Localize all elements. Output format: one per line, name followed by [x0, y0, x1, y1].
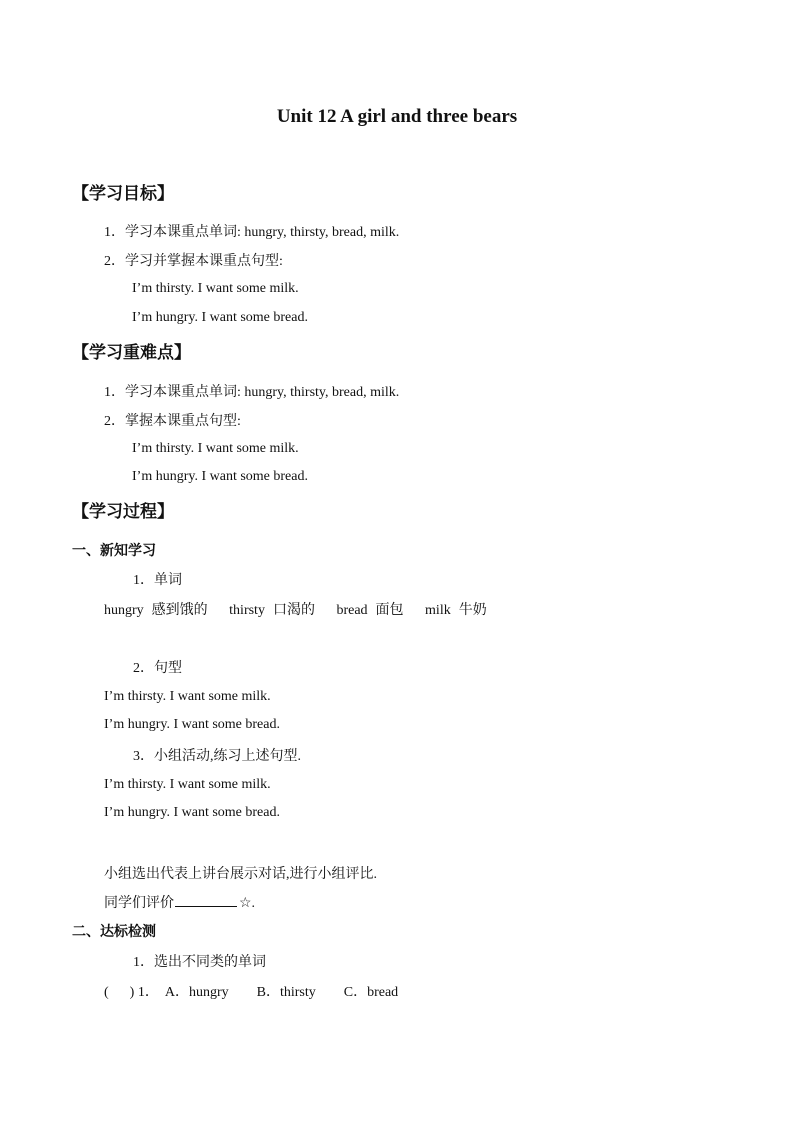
- objectives-heading: 【学习目标】: [72, 184, 174, 203]
- activity-label: 3．小组活动,练习上述句型.: [133, 749, 301, 764]
- word-item: [336, 599, 403, 619]
- objectives-sentence-2: I’m hungry. I want some bread.: [132, 310, 308, 325]
- evaluation-prefix: 同学们评价: [104, 896, 174, 911]
- keypoints-item-1: 1．学习本课重点单词: hungry, thirsty, bread, milk.: [104, 385, 400, 400]
- question-1-number[interactable]: ( ) 1．: [104, 985, 159, 1000]
- practice-sentence-2: I’m hungry. I want some bread.: [104, 805, 280, 820]
- option-b: B．thirsty: [256, 985, 316, 1000]
- word-list: [104, 599, 505, 619]
- word-zh: 面包: [375, 603, 404, 618]
- process-heading: 【学习过程】: [72, 502, 174, 521]
- word-en: milk: [425, 603, 451, 618]
- word-item: [104, 599, 208, 619]
- words-label: 1．单词: [133, 573, 182, 588]
- word-zh: 口渴的: [272, 603, 315, 618]
- evaluation-suffix: ☆.: [239, 896, 256, 911]
- part2-heading: 二、达标检测: [72, 925, 156, 940]
- presentation-note: 小组选出代表上讲台展示对话,进行小组评比.: [104, 867, 377, 882]
- keypoints-heading: 【学习重难点】: [72, 343, 191, 362]
- part1-heading: 一、新知学习: [72, 544, 156, 559]
- keypoints-sentence-2: I’m hungry. I want some bread.: [132, 469, 308, 484]
- option-a: A．hungry: [164, 985, 229, 1000]
- option-c: C．bread: [343, 985, 399, 1000]
- pattern-sentence-2: I’m hungry. I want some bread.: [104, 717, 280, 732]
- word-en: bread: [336, 603, 368, 618]
- evaluation-line: [104, 892, 255, 912]
- practice-sentence-1: I’m thirsty. I want some milk.: [104, 777, 271, 792]
- word-en: thirsty: [229, 603, 265, 618]
- word-item: [229, 599, 315, 619]
- objectives-item-1: 1．学习本课重点单词: hungry, thirsty, bread, milk.: [104, 225, 400, 240]
- question-label: 1．选出不同类的单词: [133, 955, 266, 970]
- objectives-sentence-1: I’m thirsty. I want some milk.: [132, 281, 299, 296]
- word-en: hungry: [104, 603, 144, 618]
- word-zh: 牛奶: [458, 603, 487, 618]
- word-item: [425, 599, 487, 619]
- keypoints-sentence-1: I’m thirsty. I want some milk.: [132, 441, 299, 456]
- page-title: Unit 12 A girl and three bears: [276, 106, 518, 127]
- pattern-sentence-1: I’m thirsty. I want some milk.: [104, 689, 271, 704]
- question-1: [104, 981, 398, 1001]
- word-zh: 感到饿的: [151, 603, 208, 618]
- objectives-item-2: 2．学习并掌握本课重点句型:: [104, 254, 283, 269]
- sentences-label: 2．句型: [133, 661, 182, 676]
- evaluation-blank[interactable]: [175, 894, 237, 907]
- keypoints-item-2: 2．掌握本课重点句型:: [104, 414, 241, 429]
